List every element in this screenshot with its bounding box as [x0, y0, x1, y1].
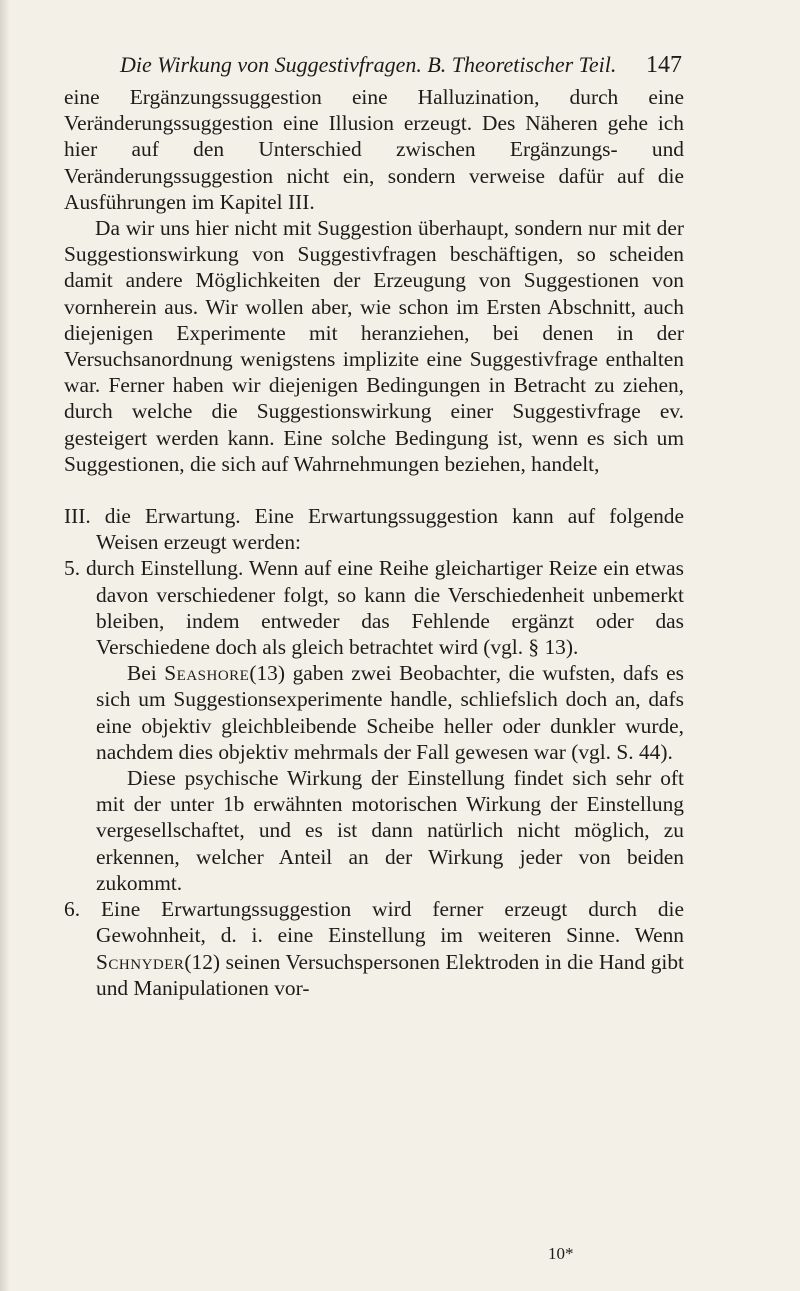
- list-item-5: 5. durch Einstellung. Wenn auf eine Reihe gleichartiger Reize ein etwas davon verschiedener folgt, so kann die Verschiedenheit unbemerkt bleiben, indem entweder das Fehlende ergänzt oder das Verschiedene doch als gleich betrachtet wird (vgl. § 13).: [64, 556, 684, 660]
- paragraph-gap: [64, 477, 684, 503]
- item-6-lead: 6. Eine Erwartungssuggestion wird ferner erzeugt durch die Gewohnheit, d. i. eine Einstellung im weiteren Sinne. Wenn: [64, 897, 684, 948]
- running-head: [120, 52, 682, 82]
- body-text: [64, 84, 684, 1001]
- list-item-6: [64, 896, 684, 1001]
- author-schnyder: Schnyder: [96, 949, 185, 974]
- item-5-subparagraph-1: [64, 660, 684, 765]
- page-number: 147: [646, 52, 682, 78]
- seashore-rest: (13) gaben zwei Beobachter, die wufsten, dafs es sich um Suggestionsexperimente handle, schliefslich doch an, dafs eine objektiv gleichbleibende Scheibe heller oder dunkler wurde, nachdem dies objektiv mehrmals der Fall gewesen war (vgl. S. 44).: [96, 661, 684, 764]
- printer-signature: 10*: [548, 1244, 574, 1263]
- section-iii-heading: III. die Erwartung. Eine Erwartungssuggestion kann auf folgende Weisen erzeugt werden:: [64, 504, 684, 555]
- running-head-title: Die Wirkung von Suggestivfragen. B. Theoretischer Teil.: [120, 52, 617, 77]
- item-5-subparagraph-2: Diese psychische Wirkung der Einstellung findet sich sehr oft mit der unter 1b erwähnten motorischen Wirkung der Einstellung vergesellschaftet, und es ist dann natürlich nicht möglich, zu erkennen, welcher Anteil an der Wirkung jeder von beiden zukommt.: [96, 766, 684, 895]
- author-seashore: Seashore: [164, 661, 250, 686]
- paragraph-1: eine Ergänzungssuggestion eine Halluzination, durch eine Veränderungssuggestion eine Illusion erzeugt. Des Näheren gehe ich hier auf den Unterschied zwischen Ergänzungs- und Veränderungssuggestion nicht ein, sondern verweise dafür auf die Ausführungen im Kapitel III.: [64, 85, 684, 214]
- item-6-rest: (12) seinen Versuchspersonen Elektroden in die Hand gibt und Manipulationen vor-: [96, 949, 684, 1000]
- paragraph-2: Da wir uns hier nicht mit Suggestion überhaupt, sondern nur mit der Suggestionswirkung von Suggestivfragen beschäftigen, so scheiden damit andere Möglichkeiten der Erzeugung von Suggestionen von vornherein aus. Wir wollen aber, wie schon im Ersten Abschnitt, auch diejenigen Experimente mit heranziehen, bei denen in der Versuchsanordnung wenigstens implizite eine Suggestivfrage enthalten war. Ferner haben wir diejenigen Bedingungen in Betracht zu ziehen, durch welche die Suggestionswirkung einer Suggestivfrage ev. gesteigert werden kann. Eine solche Bedingung ist, wenn es sich um Suggestionen, die sich auf Wahrnehmungen beziehen, handelt,: [64, 216, 684, 476]
- seashore-lead: Bei: [127, 661, 165, 686]
- page-edge-shadow: [0, 0, 10, 1291]
